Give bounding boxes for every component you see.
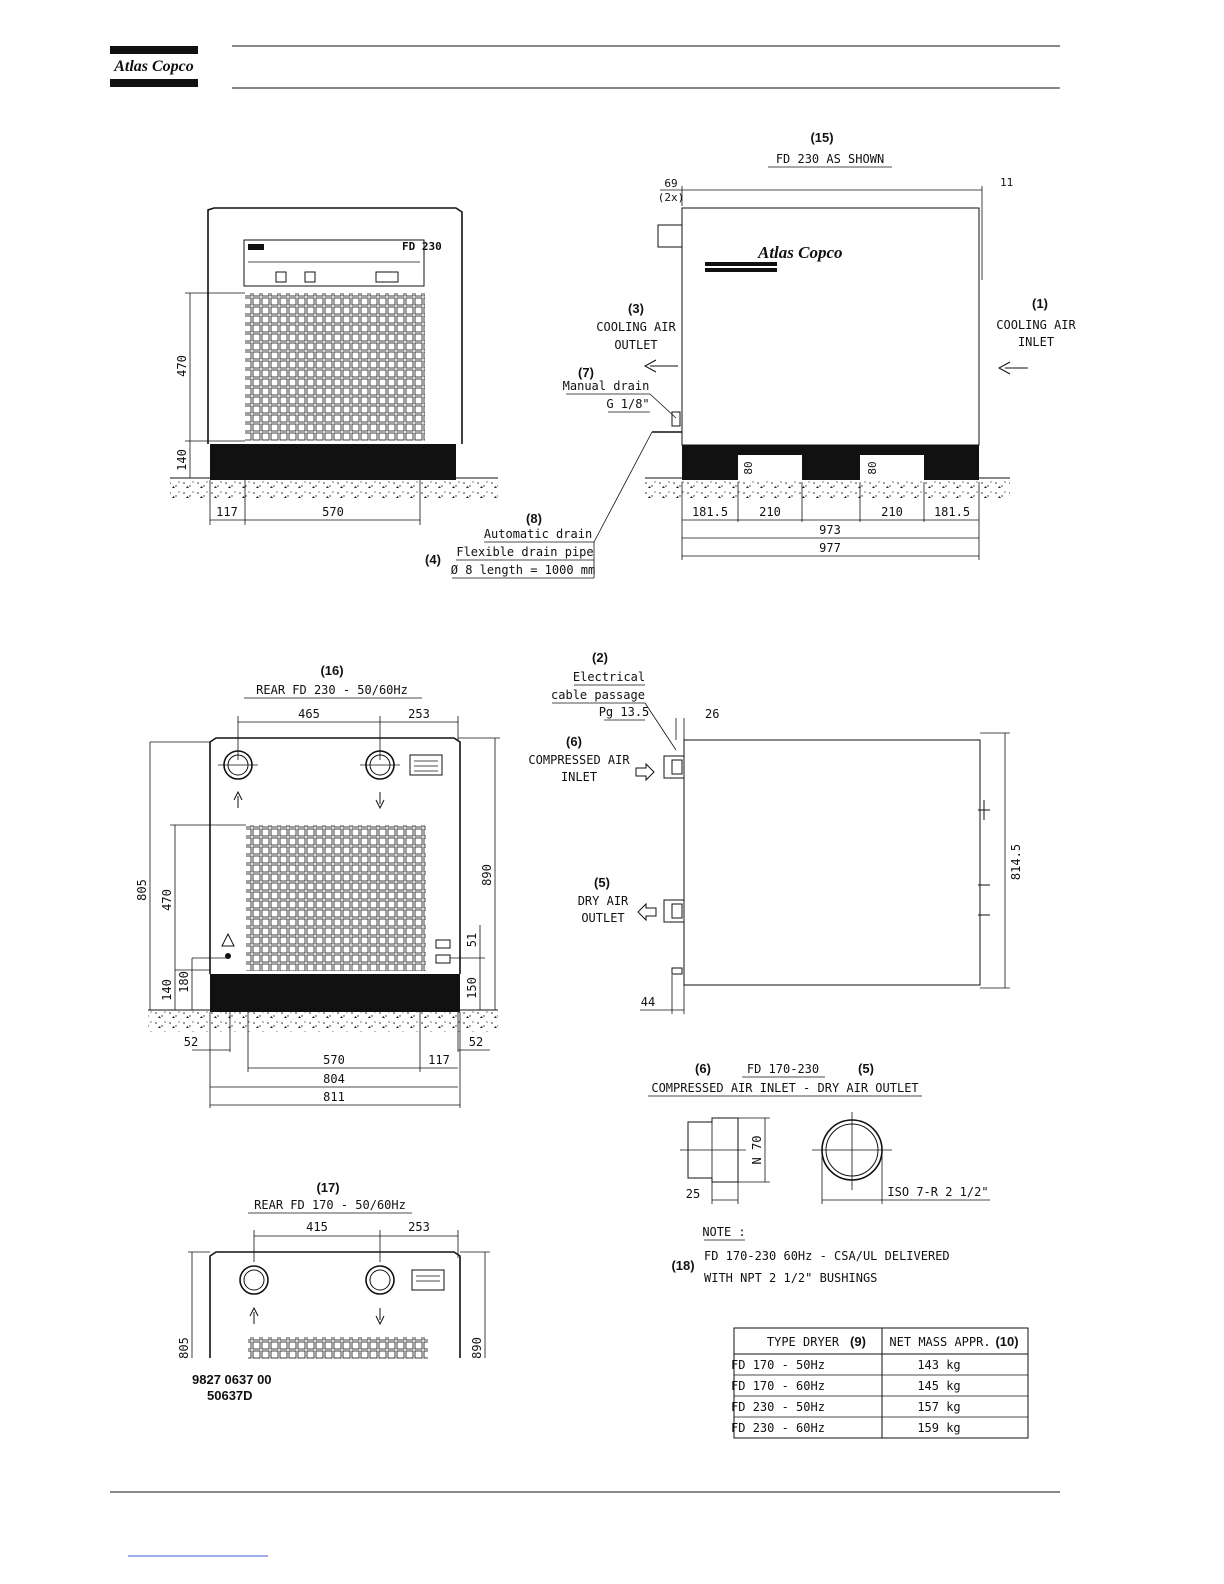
doc-number: 9827 0637 00 <box>192 1372 272 1387</box>
note-line1: FD 170-230 60Hz - CSA/UL DELIVERED <box>704 1249 950 1263</box>
front-grille <box>245 293 425 441</box>
callout-8-line2: Flexible drain pipe <box>456 545 594 559</box>
dim-210-left: 210 <box>759 505 781 519</box>
drawing-number: 50637D <box>207 1388 253 1403</box>
callout-4-num: (4) <box>425 552 441 567</box>
row3-type: FD 230 - 50Hz <box>731 1400 825 1414</box>
dim-117: 117 <box>428 1053 450 1067</box>
mass-table <box>731 1328 1028 1438</box>
dim-973: 973 <box>819 523 841 537</box>
arrow-left-icon <box>638 904 656 920</box>
row1-mass: 143 kg <box>917 1358 961 1372</box>
side-view-connections <box>528 650 1023 1014</box>
front-view <box>170 208 498 525</box>
dim-465: 465 <box>298 707 320 721</box>
dim-140: 140 <box>160 979 174 1001</box>
callout-7-line2: G 1/8" <box>606 397 650 411</box>
dim-811: 811 <box>323 1090 345 1104</box>
ref-17: (17) <box>316 1180 340 1195</box>
dim-890: 890 <box>480 864 494 886</box>
dim-140: 140 <box>175 449 189 471</box>
callout-2-num: (2) <box>592 650 608 665</box>
callout-8-num: (8) <box>526 511 542 526</box>
drain-callout <box>425 432 652 578</box>
connection-detail <box>648 1061 990 1204</box>
callout-6-num: (6) <box>566 734 582 749</box>
header-type-dryer: TYPE DRYER <box>766 1335 840 1349</box>
side-view-15 <box>563 130 1077 560</box>
rear-view-16 <box>135 663 500 1108</box>
callout-7-line1: Manual drain <box>562 379 650 393</box>
rear-grille <box>246 825 426 971</box>
dim-180: 180 <box>177 971 191 993</box>
dim-253: 253 <box>408 1220 430 1234</box>
warning-icon <box>222 934 234 946</box>
ref-16: (16) <box>320 663 344 678</box>
dim-80b: 80 <box>866 461 879 475</box>
conn-title: FD 170-230 <box>746 1062 820 1076</box>
note-line2: WITH NPT 2 1/2" BUSHINGS <box>704 1271 878 1285</box>
dim-52-right: 52 <box>468 1035 484 1049</box>
arrow-right-icon <box>636 764 654 780</box>
ref-15: (15) <box>810 130 834 145</box>
conn-subtitle: COMPRESSED AIR INLET - DRY AIR OUTLET <box>651 1081 919 1095</box>
svg-text:FD 230: FD 230 <box>402 240 442 253</box>
row2-type: FD 170 - 60Hz <box>731 1379 825 1393</box>
dim-44: 44 <box>640 995 656 1009</box>
dim-150: 150 <box>465 977 479 999</box>
row3-mass: 157 kg <box>917 1400 961 1414</box>
row4-mass: 159 kg <box>917 1421 961 1435</box>
base-plinth <box>210 444 456 480</box>
dim-51: 51 <box>465 932 479 948</box>
dim-415: 415 <box>306 1220 328 1234</box>
dim-11: 11 <box>1000 176 1014 189</box>
header <box>110 46 1060 88</box>
callout-2-line2: cable passage <box>551 688 645 702</box>
callout-1-num: (1) <box>1032 296 1048 311</box>
callout-6-line1: COMPRESSED AIR <box>528 753 630 767</box>
dim-80a: 80 <box>742 461 755 475</box>
callout-2-line1: Electrical <box>572 670 646 684</box>
dim-805: 805 <box>135 879 149 901</box>
callout-4-line3: Ø 8 length = 1000 mm <box>450 563 596 577</box>
rear-view-17 <box>177 1180 490 1359</box>
dim-181-5-left: 181.5 <box>691 505 729 519</box>
dim-2x: (2x) <box>657 191 685 204</box>
conn-ref-5: (5) <box>858 1061 874 1076</box>
row2-mass: 145 kg <box>917 1379 961 1393</box>
dim-805: 805 <box>177 1337 191 1359</box>
title-fd230-as-shown: FD 230 AS SHOWN <box>775 152 885 166</box>
side-logo: Atlas Copco <box>758 243 843 262</box>
dim-181-5-right: 181.5 <box>933 505 971 519</box>
dim-804: 804 <box>323 1072 345 1086</box>
dim-570: 570 <box>322 505 344 519</box>
dim-117: 117 <box>216 505 238 519</box>
row4-type: FD 230 - 60Hz <box>731 1421 825 1435</box>
callout-3-num: (3) <box>628 301 644 316</box>
side-cabinet-2 <box>684 740 980 985</box>
arrow-up-icon <box>234 792 242 808</box>
dim-977: 977 <box>819 541 841 555</box>
row1-type: FD 170 - 50Hz <box>731 1358 825 1372</box>
iso-thread: ISO 7-R 2 1/2" <box>887 1185 989 1199</box>
arrow-down-icon <box>376 792 384 808</box>
title-rear-fd230: REAR FD 230 - 50/60Hz <box>256 683 408 697</box>
arrow-up-icon <box>250 1308 258 1324</box>
arrow-left-icon <box>645 360 678 372</box>
note <box>671 1225 949 1285</box>
dim-52-left: 52 <box>183 1035 199 1049</box>
dim-210-right: 210 <box>881 505 903 519</box>
callout-7-num: (7) <box>578 365 594 380</box>
control-panel <box>244 240 424 286</box>
callout-5-line2: OUTLET <box>581 911 625 925</box>
arrow-down-icon <box>376 1308 384 1324</box>
dim-470: 470 <box>160 889 174 911</box>
callout-8-line1: Automatic drain <box>483 527 593 541</box>
dim-470: 470 <box>175 355 189 377</box>
callout-5-line1: DRY AIR <box>577 894 629 908</box>
arrow-left-icon <box>999 362 1028 374</box>
dim-890: 890 <box>470 1337 484 1359</box>
ground-hatch <box>170 478 498 500</box>
callout-3-line2: OUTLET <box>614 338 658 352</box>
callout-5-num: (5) <box>594 875 610 890</box>
callout-1-line1: COOLING AIR <box>996 318 1076 332</box>
callout-2-line3: Pg 13.5 <box>598 705 650 719</box>
callout-6-line2: INLET <box>560 770 598 784</box>
title-rear-fd170: REAR FD 170 - 50/60Hz <box>254 1198 406 1212</box>
dim-26: 26 <box>705 707 720 721</box>
dim-570: 570 <box>323 1053 345 1067</box>
dim-69: 69 <box>664 177 678 190</box>
note-ref-18: (18) <box>671 1258 695 1273</box>
dim-253: 253 <box>408 707 430 721</box>
note-label: NOTE : <box>702 1225 746 1239</box>
brand-logo: Atlas Copco <box>114 58 194 75</box>
callout-3-line1: COOLING AIR <box>596 320 676 334</box>
dim-814-5: 814.5 <box>1009 843 1023 881</box>
dim-25: 25 <box>685 1187 701 1201</box>
conn-ref-6: (6) <box>695 1061 711 1076</box>
header-ref-10: (10) <box>995 1334 1019 1349</box>
dim-n70: N 70 <box>750 1135 764 1165</box>
header-ref-9: (9) <box>850 1334 866 1349</box>
callout-1-line2: INLET <box>1017 335 1055 349</box>
header-net-mass: NET MASS APPR. <box>889 1335 991 1349</box>
